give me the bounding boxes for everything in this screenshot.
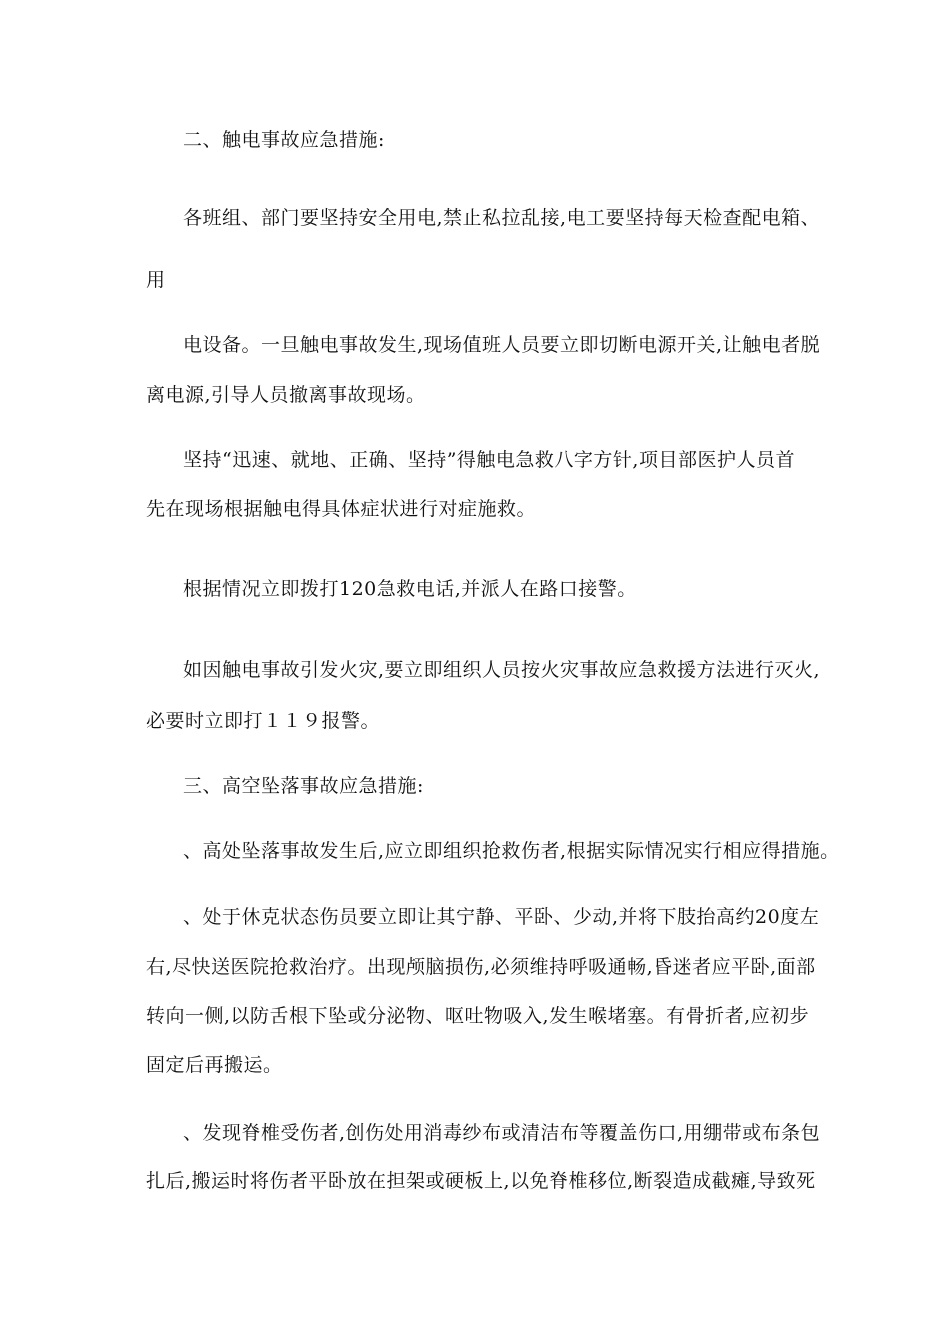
paragraph-line: 、处于休克状态伤员要立即让其宁静、平卧、少动,并将下肢抬高约20度左 — [183, 906, 820, 928]
paragraph-line: 先在现场根据触电得具体症状进行对症施救。 — [146, 498, 537, 520]
paragraph-line: 必要时立即打１１９报警。 — [146, 710, 381, 732]
paragraph-line: 固定后再搬运。 — [146, 1054, 283, 1076]
paragraph-line: 坚持“迅速、就地、正确、坚持”得触电急救八字方针,项目部医护人员首 — [183, 449, 795, 471]
heading-electric-shock: 二、触电事故应急措施: — [183, 129, 385, 151]
paragraph-line: 右,尽快送医院抢救治疗。出现颅脑损伤,必须维持呼吸通畅,昏迷者应平卧,面部 — [146, 956, 816, 978]
paragraph-line: 扎后,搬运时将伤者平卧放在担架或硬板上,以免脊椎移位,断裂造成截瘫,导致死 — [146, 1170, 816, 1192]
paragraph-line: 、发现脊椎受伤者,创伤处用消毒纱布或清洁布等覆盖伤口,用绷带或布条包 — [183, 1122, 821, 1144]
paragraph-line: 、高处坠落事故发生后,应立即组织抢救伤者,根据实际情况实行相应得措施。 — [183, 840, 840, 862]
paragraph-line: 根据情况立即拨打120急救电话,并派人在路口接警。 — [183, 578, 637, 600]
paragraph-line: 电设备。一旦触电事故发生,现场值班人员要立即切断电源开关,让触电者脱 — [183, 334, 821, 356]
paragraph-line: 离电源,引导人员撤离事故现场。 — [146, 384, 426, 406]
paragraph-line: 如因触电事故引发火灾,要立即组织人员按火灾事故应急救援方法进行灭火, — [183, 659, 821, 681]
paragraph-line: 转向一侧,以防舌根下坠或分泌物、呕吐物吸入,发生喉堵塞。有骨折者,应初步 — [146, 1005, 810, 1027]
paragraph-line: 各班组、部门要坚持安全用电,禁止私拉乱接,电工要坚持每天检查配电箱、 — [183, 207, 821, 229]
paragraph-line: 用 — [146, 269, 166, 291]
heading-fall-from-height: 三、高空坠落事故应急措施: — [183, 775, 424, 797]
